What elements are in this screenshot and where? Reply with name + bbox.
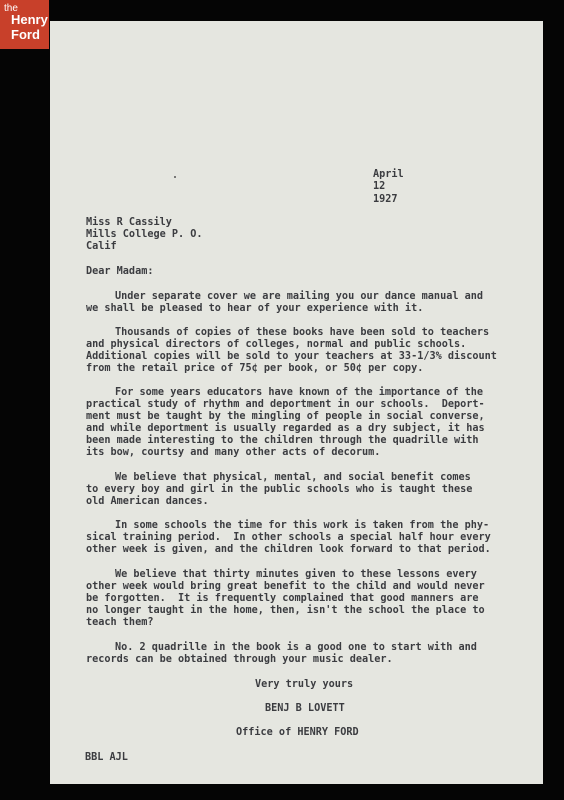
closing: Very truly yours: [255, 679, 354, 690]
body-line: from the retail price of 75¢ per book, or 50¢ per copy.: [86, 363, 424, 374]
logo-line-ford: Ford: [11, 27, 40, 42]
logo-line-the: the: [4, 3, 18, 14]
body-line: no longer taught in the home, then, isn't the school the place to: [86, 605, 485, 616]
recipient-state: Calif: [86, 241, 117, 252]
body-line: Additional copies will be sold to your teachers at 33-1/3% discount: [86, 351, 497, 362]
body-line: We believe that physical, mental, and social benefit comes: [115, 472, 471, 483]
signer-office: Office of HENRY FORD: [236, 727, 359, 738]
body-line: No. 2 quadrille in the book is a good one to start with and: [115, 642, 477, 653]
body-line: ment must be taught by the mingling of people in social converse,: [86, 411, 485, 422]
body-line: In some schools the time for this work is taken from the phy-: [115, 520, 490, 531]
typist-initials: BBL AJL: [85, 752, 128, 763]
body-line: Under separate cover we are mailing you our dance manual and: [115, 291, 484, 302]
body-line: records can be obtained through your music dealer.: [86, 654, 393, 665]
body-line: and while deportment is usually regarded as a dry subject, it has: [86, 423, 485, 434]
body-line: We believe that thirty minutes given to these lessons every: [115, 569, 477, 580]
body-line: other week would bring great benefit to the child and would never: [86, 581, 485, 592]
body-line: and physical directors of colleges, normal and public schools.: [86, 339, 467, 350]
signer-name: BENJ B LOVETT: [265, 703, 345, 714]
body-line: teach them?: [86, 617, 154, 628]
date-year: 1927: [373, 194, 398, 205]
body-line: to every boy and girl in the public schools who is taught these: [86, 484, 473, 495]
body-line: Thousands of copies of these books have been sold to teachers: [115, 327, 490, 338]
body-line: be forgotten. It is frequently complained that good manners are: [86, 593, 479, 604]
body-line: been made interesting to the children through the quadrille with: [86, 435, 479, 446]
salutation: Dear Madam:: [86, 266, 154, 277]
body-line: its bow, courtsy and many other acts of decorum.: [86, 447, 381, 458]
paper-speck: [174, 176, 176, 178]
logo-line-henry: Henry: [11, 12, 48, 27]
date-day: 12: [373, 181, 386, 192]
recipient-address: Mills College P. O.: [86, 229, 203, 240]
body-line: sical training period. In other schools a special half hour every: [86, 532, 491, 543]
henry-ford-logo: [0, 0, 49, 49]
body-line: old American dances.: [86, 496, 209, 507]
body-line: practical study of rhythm and deportment in our schools. Deport-: [86, 399, 485, 410]
date-month: April: [373, 169, 404, 180]
body-line: we shall be pleased to hear of your experience with it.: [86, 303, 424, 314]
recipient-name: Miss R Cassily: [86, 217, 172, 228]
body-line: For some years educators have known of the importance of the: [115, 387, 484, 398]
body-line: other week is given, and the children look forward to that period.: [86, 544, 491, 555]
